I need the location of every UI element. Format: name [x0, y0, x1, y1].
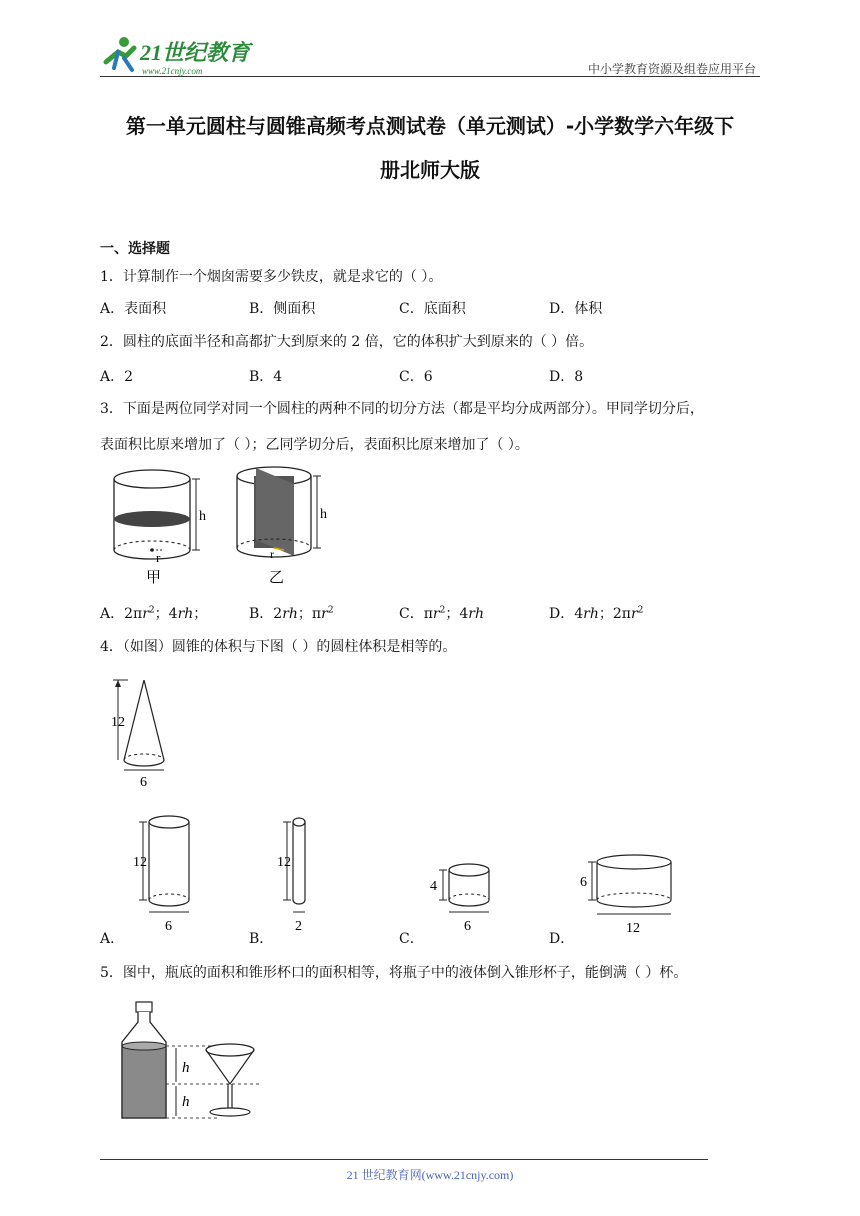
- q4-cylinder-b: [276, 812, 316, 936]
- q4-option-b[interactable]: B．: [249, 931, 274, 947]
- q5-h-bottom: h: [182, 1094, 190, 1110]
- logo-url: www.21cnjy.com: [142, 66, 203, 76]
- footer-link[interactable]: 21 世纪教育网(www.21cnjy.com): [346, 1168, 514, 1182]
- q2-option-b[interactable]: B．4: [249, 369, 283, 385]
- q1-option-d[interactable]: D．体积: [549, 301, 603, 317]
- yi-r-label: r: [270, 547, 274, 561]
- q3-option-b[interactable]: B．2rh；$\pi r^2$: [249, 605, 334, 622]
- q1-option-c[interactable]: C．底面积: [399, 301, 466, 317]
- cyl-c-height: 4: [430, 879, 437, 894]
- bottle: [122, 1002, 166, 1118]
- q3-cylinders-figure: [104, 464, 344, 588]
- q4-cone-figure: [108, 674, 178, 790]
- q4-option-c[interactable]: C．: [399, 931, 424, 947]
- cyl-d-height: 6: [580, 875, 587, 890]
- q3-option-a[interactable]: A．$2\pi r^2$；4rh；: [100, 605, 208, 622]
- q4-option-d[interactable]: D．: [549, 931, 575, 947]
- q2-stem: 2．圆柱的底面半径和高都扩大到原来的 2 倍，它的体积扩大到原来的（ ）倍。: [100, 334, 594, 350]
- logo-runner-icon: [96, 34, 256, 78]
- q5-stem: 5．图中，瓶底的面积和锥形杯口的面积相等，将瓶子中的液体倒入锥形杯子，能倒满（ ）杯。: [100, 965, 688, 981]
- q3-stem-line2: 表面积比原来增加了（ ）；乙同学切分后，表面积比原来增加了（ ）。: [100, 437, 529, 453]
- cone-height-label: 12: [111, 715, 125, 730]
- cyl-b-height: 12: [277, 855, 291, 870]
- q2-option-d[interactable]: D．8: [549, 369, 584, 385]
- page-title-line1: 第一单元圆柱与圆锥高频考点测试卷（单元测试）-小学数学六年级下: [125, 114, 735, 138]
- cyl-a-diameter: 6: [165, 919, 172, 934]
- cylinder-jia: [114, 470, 206, 586]
- q2-option-c[interactable]: C．6: [399, 369, 433, 385]
- section-heading: 一、选择题: [100, 241, 170, 257]
- cylinder-yi: [237, 467, 327, 586]
- q3-option-c[interactable]: C．$\pi r^2$；4rh: [399, 605, 484, 622]
- jia-r-label: r: [156, 550, 161, 565]
- q1-stem: 1．计算制作一个烟囱需要多少铁皮，就是求它的（ ）。: [100, 269, 443, 285]
- q1-option-b[interactable]: B．侧面积: [249, 301, 316, 317]
- q3-option-d[interactable]: D．4rh；$2\pi r^2$: [549, 605, 644, 622]
- q4-cylinder-a: [130, 812, 200, 936]
- page-title-line2: 册北师大版: [380, 158, 480, 182]
- header-platform-text: 中小学教育资源及组卷应用平台: [587, 62, 756, 76]
- q2-option-a[interactable]: A．2: [100, 369, 134, 385]
- logo: [96, 34, 256, 78]
- footer-divider: [100, 1159, 708, 1160]
- yi-label: 乙: [269, 570, 285, 586]
- q4-stem: 4．（如图）圆锥的体积与下图（ ）的圆柱体积是相等的。: [100, 639, 457, 655]
- cyl-d-diameter: 12: [626, 921, 640, 936]
- q5-h-top: h: [182, 1060, 190, 1076]
- q4-cylinder-d: [578, 852, 678, 936]
- yi-h-label: h: [320, 507, 327, 522]
- cyl-b-diameter: 2: [295, 919, 302, 934]
- cyl-a-height: 12: [133, 855, 147, 870]
- q4-cylinder-c: [428, 860, 498, 936]
- cone-cup: [206, 1044, 254, 1116]
- jia-h-label: h: [199, 509, 206, 524]
- q3-stem-line1: 3．下面是两位同学对同一个圆柱的两种不同的切分方法（都是平均分成两部分）。甲同学切分后，: [100, 401, 704, 417]
- q1-option-a[interactable]: A．表面积: [100, 301, 167, 317]
- cone-diameter-label: 6: [140, 775, 147, 790]
- cyl-c-diameter: 6: [464, 919, 471, 934]
- header-divider: [100, 76, 760, 77]
- q5-bottle-cup-figure: [110, 998, 270, 1124]
- logo-text: 21世纪教育: [140, 40, 251, 65]
- jia-label: 甲: [146, 570, 162, 586]
- q4-option-a[interactable]: A．: [100, 931, 125, 947]
